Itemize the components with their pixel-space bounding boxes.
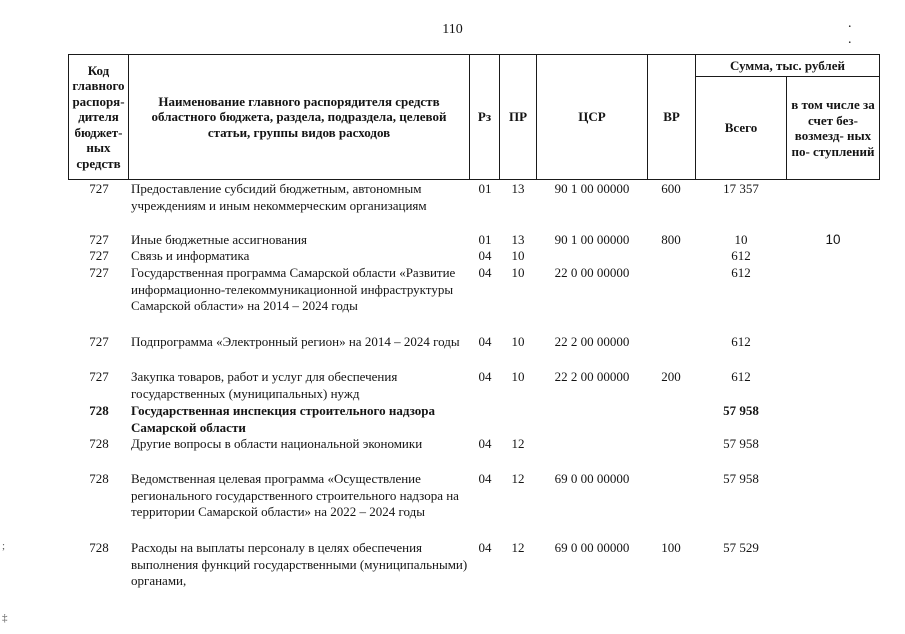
cell-pr: 10 — [511, 334, 525, 349]
header-pr: ПР — [508, 109, 528, 125]
header-bottom-border — [68, 179, 880, 180]
cell-csr: 69 0 00 00000 — [554, 471, 630, 486]
cell-name: Ведомственная целевая программа «Осуществление регионального государственного строительного надзора на территории Самарской области» на 2022 – 2024 годы — [131, 471, 459, 519]
margin-mark: ‡ — [2, 612, 8, 624]
cell-code: 728 — [89, 540, 109, 555]
cell-total: 612 — [731, 265, 751, 280]
cell-code: 727 — [89, 265, 109, 280]
cell-csr: 22 2 00 00000 — [554, 369, 630, 384]
cell-code: 728 — [89, 403, 109, 418]
cell-rz: 04 — [478, 334, 492, 349]
cell-pr: 12 — [511, 436, 525, 451]
cell-pr: 10 — [511, 248, 525, 263]
cell-name: Связь и информатика — [131, 248, 250, 263]
cell-code: 727 — [89, 181, 109, 196]
cell-rz: 04 — [478, 265, 492, 280]
cell-code: 728 — [89, 471, 109, 486]
header-sum-group: Сумма, тыс. рублей — [730, 57, 845, 73]
cell-vr: 600 — [661, 181, 681, 196]
margin-mark: ; — [2, 540, 6, 552]
cell-total: 612 — [731, 248, 751, 263]
cell-csr: 22 0 00 00000 — [554, 265, 630, 280]
cell-total: 57 958 — [723, 471, 759, 486]
cell-name: Государственная инспекция строительного надзора Самарской области — [131, 403, 435, 435]
cell-csr: 22 2 00 00000 — [554, 334, 630, 349]
cell-rz: 01 — [478, 232, 492, 247]
cell-total: 10 — [734, 232, 748, 247]
cell-name: Государственная программа Самарской области «Развитие информационно-телекоммуникационной инфраструктуры Самарской области» на 2014 – 2024 годы — [131, 265, 456, 313]
header-name: Наименование главного распорядителя средств областного бюджета, раздела, подраздела, целевой статьи, группы видов расходов — [151, 93, 447, 140]
cell-name: Предоставление субсидий бюджетным, автономным учреждениям и иным некоммерческим организациям — [131, 181, 427, 213]
cell-name: Иные бюджетные ассигнования — [131, 232, 308, 247]
cell-pr: 10 — [511, 265, 525, 280]
cell-name: Подпрограмма «Электронный регион» на 2014 – 2024 годы — [131, 334, 460, 349]
cell-total: 57 529 — [723, 540, 759, 555]
col-divider — [128, 54, 129, 180]
header-code: Код главного распоря- дителя бюджет- ных средств — [72, 62, 125, 171]
cell-total: 17 357 — [723, 181, 759, 196]
cell-pr: 10 — [511, 369, 525, 384]
header-gratuitous: в том числе за счет без- возмезд- ных по- ступлений — [791, 97, 875, 159]
page-number: 110 — [442, 22, 463, 37]
cell-csr: 69 0 00 00000 — [554, 540, 630, 555]
cell-code: 727 — [89, 248, 109, 263]
cell-total: 612 — [731, 334, 751, 349]
cell-pr: 13 — [511, 181, 525, 196]
corner-marks: . . — [848, 16, 870, 47]
cell-csr: 90 1 00 00000 — [554, 181, 630, 196]
header-total: Всего — [724, 120, 758, 136]
cell-csr: 90 1 00 00000 — [554, 232, 630, 247]
cell-pr: 12 — [511, 471, 525, 486]
cell-code: 728 — [89, 436, 109, 451]
header-rz: Рз — [477, 109, 492, 125]
cell-rz: 04 — [478, 369, 492, 384]
cell-name: Другие вопросы в области национальной экономики — [131, 436, 423, 451]
header-csr: ЦСР — [578, 109, 606, 125]
header-vr: ВР — [663, 109, 680, 125]
cell-total: 57 958 — [723, 403, 759, 418]
cell-rz: 01 — [478, 181, 492, 196]
cell-vr: 200 — [661, 369, 681, 384]
cell-pr: 13 — [511, 232, 525, 247]
cell-code: 727 — [89, 369, 109, 384]
cell-rz: 04 — [478, 471, 492, 486]
cell-code: 727 — [89, 232, 109, 247]
col-divider — [879, 54, 880, 180]
cell-rz: 04 — [478, 436, 492, 451]
cell-vr: 100 — [661, 540, 681, 555]
cell-name: Расходы на выплаты персоналу в целях обеспечения выполнения функций государственными (муниципальными) органами, — [131, 540, 468, 588]
cell-name: Закупка товаров, работ и услуг для обеспечения государственных (муниципальных) нужд — [131, 369, 398, 401]
cell-total: 612 — [731, 369, 751, 384]
cell-total: 57 958 — [723, 436, 759, 451]
cell-code: 727 — [89, 334, 109, 349]
cell-gratuitous: 10 — [825, 232, 841, 247]
cell-vr: 800 — [661, 232, 681, 247]
cell-rz: 04 — [478, 248, 492, 263]
cell-rz: 04 — [478, 540, 492, 555]
cell-pr: 12 — [511, 540, 525, 555]
